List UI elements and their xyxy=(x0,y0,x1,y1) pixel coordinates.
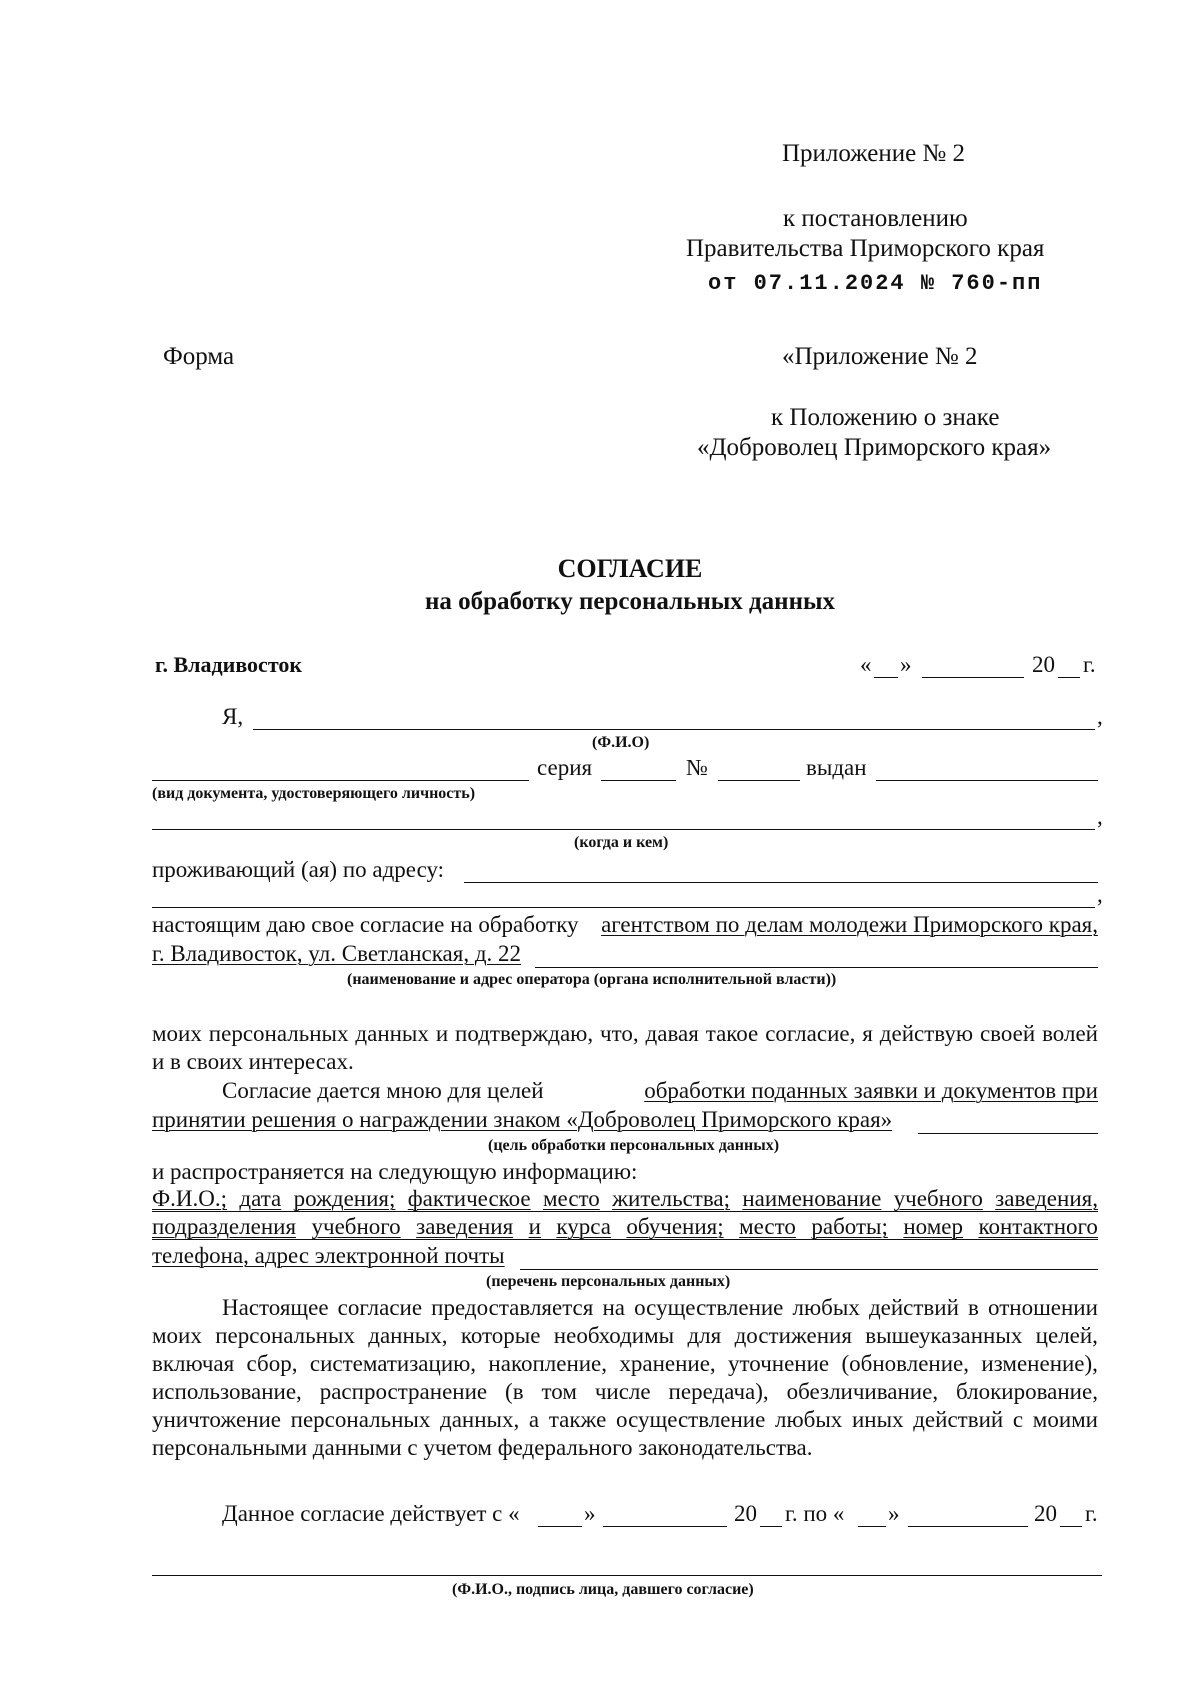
operator-caption: (наименование и адрес оператора (органа исполнительной власти)) xyxy=(347,971,837,988)
word: фактическое xyxy=(407,1186,531,1211)
validity-to: г. по « xyxy=(785,1501,845,1526)
government-name: Правительства Приморского края xyxy=(686,235,1045,262)
p2-line-1-text xyxy=(222,1294,1098,1322)
document-subtitle: на обработку персональных данных xyxy=(425,588,835,615)
document-type-caption: (вид документа, удостоверяющего личность) xyxy=(152,785,476,802)
word: Настоящее xyxy=(222,1295,329,1320)
fio-field[interactable] xyxy=(253,729,1095,730)
day-field[interactable] xyxy=(874,677,898,678)
word: учебного xyxy=(893,1186,983,1211)
document-type-field[interactable] xyxy=(152,780,529,781)
number-field[interactable] xyxy=(718,780,800,781)
word: хранение, xyxy=(619,1351,716,1376)
word: систематизацию, xyxy=(309,1351,477,1376)
word: необходимы xyxy=(553,1323,675,1348)
word: обучения; xyxy=(626,1214,724,1239)
address-field[interactable] xyxy=(464,882,1098,883)
valid-from-month-field[interactable] xyxy=(603,1526,727,1527)
validity-close-2: » xyxy=(888,1501,900,1526)
consent-prefix: настоящим даю свое согласие на обработку xyxy=(152,912,579,937)
valid-to-month-field[interactable] xyxy=(908,1526,1028,1527)
when-comma: , xyxy=(1097,804,1103,829)
word: я xyxy=(862,1021,873,1046)
p2-line-5 xyxy=(152,1406,1098,1434)
validity-year-1: 20 xyxy=(734,1501,757,1526)
info-line-2 xyxy=(152,1214,1098,1240)
info-line-3: телефона, адрес электронной почты xyxy=(152,1243,505,1268)
word: которые xyxy=(460,1323,541,1348)
info-line-1-text xyxy=(152,1186,1098,1212)
info-line-2-text xyxy=(152,1214,1098,1240)
p2-line-6: персональными данными с учетом федерального законодательства. xyxy=(152,1435,813,1460)
word: персональных xyxy=(290,1407,431,1432)
word: дата xyxy=(239,1186,282,1211)
word: согласие xyxy=(337,1295,423,1320)
word: персональных xyxy=(215,1323,355,1348)
word: том xyxy=(541,1379,577,1404)
word: персональных xyxy=(208,1021,349,1046)
p1-line-1-text xyxy=(152,1020,1098,1048)
p2-line-2 xyxy=(152,1322,1098,1350)
valid-from-day-field[interactable] xyxy=(538,1526,582,1527)
valid-to-year-field[interactable] xyxy=(1060,1526,1082,1527)
date-quote-close: » xyxy=(900,652,912,677)
when-caption: (когда и кем) xyxy=(574,834,669,851)
when-by-whom-field[interactable] xyxy=(152,829,1095,830)
word: подразделения xyxy=(152,1214,297,1239)
word: а xyxy=(528,1407,540,1432)
purpose-line-1 xyxy=(222,1077,1098,1105)
word: с xyxy=(1012,1407,1024,1432)
word: моих xyxy=(152,1021,202,1046)
valid-to-day-field[interactable] xyxy=(858,1526,886,1527)
p2-line-4 xyxy=(152,1378,1098,1406)
validity-end: г. xyxy=(1085,1501,1098,1526)
word: осуществление xyxy=(616,1407,766,1432)
series-field[interactable] xyxy=(601,780,676,781)
extends-to: и распространяется на следующую информацию: xyxy=(152,1159,638,1184)
year-prefix: 20 xyxy=(1032,652,1055,677)
word: подтверждаю, xyxy=(455,1021,594,1046)
word: контактного xyxy=(978,1214,1098,1239)
address-comma: , xyxy=(1097,882,1103,907)
word: место xyxy=(739,1214,796,1239)
word: согласие, xyxy=(765,1021,856,1046)
signature-field[interactable] xyxy=(152,1575,1102,1576)
purpose-text: обработки поданных заявки и документов при xyxy=(644,1078,1098,1103)
word: жительства; xyxy=(612,1186,730,1211)
word: данных, xyxy=(440,1407,520,1432)
word: накопление, xyxy=(488,1351,608,1376)
p2-line-4-text xyxy=(152,1378,1098,1406)
fio-caption: (Ф.И.О) xyxy=(592,734,650,751)
word: Ф.И.О.; xyxy=(152,1186,228,1211)
address-label: проживающий (ая) по адресу: xyxy=(152,857,445,882)
document-title: СОГЛАСИЕ xyxy=(557,554,703,583)
badge-name: «Доброволец Приморского края» xyxy=(697,434,1052,461)
word: (в xyxy=(505,1379,524,1404)
word: в xyxy=(968,1295,979,1320)
month-field[interactable] xyxy=(922,677,1024,678)
word: заведения xyxy=(416,1214,514,1239)
word: учебного xyxy=(311,1214,401,1239)
word: уточнение xyxy=(728,1351,830,1376)
word: любых xyxy=(792,1295,860,1320)
validity-close-1: » xyxy=(584,1501,596,1526)
word: целей, xyxy=(1035,1323,1098,1348)
series-label: серия xyxy=(537,755,593,780)
appendix-number-2: «Приложение № 2 xyxy=(782,343,978,370)
to-regulation: к Положению о знаке xyxy=(771,404,1000,431)
word: номер xyxy=(903,1214,963,1239)
word: любых xyxy=(774,1407,843,1432)
word: (обновление, xyxy=(841,1351,969,1376)
word: осуществление xyxy=(634,1295,784,1320)
issued-label: выдан xyxy=(806,755,867,780)
word: отношении xyxy=(988,1295,1098,1320)
p2-line-3 xyxy=(152,1350,1098,1378)
word: уничтожение xyxy=(152,1407,281,1432)
valid-from-year-field[interactable] xyxy=(760,1526,782,1527)
word: включая xyxy=(152,1351,235,1376)
number-label: № xyxy=(686,755,708,780)
ya-label: Я, xyxy=(222,704,244,729)
validity-year-2: 20 xyxy=(1034,1501,1057,1526)
word: волей xyxy=(1042,1021,1098,1046)
form-label: Форма xyxy=(163,343,235,370)
word: предоставляется xyxy=(431,1295,594,1320)
word: достижения xyxy=(734,1323,852,1348)
year-field[interactable] xyxy=(1058,677,1080,678)
address-field-2[interactable] xyxy=(152,907,1095,908)
word: действий xyxy=(868,1295,959,1320)
issued-field[interactable] xyxy=(876,780,1098,781)
word: обезличивание, xyxy=(786,1379,939,1404)
p2-line-3-text xyxy=(152,1350,1098,1378)
word: использование, xyxy=(152,1379,302,1404)
word: работы; xyxy=(811,1214,888,1239)
operator-name: агентством по делам молодежи Приморского края, xyxy=(601,912,1098,937)
word: моих xyxy=(152,1323,202,1348)
purpose-line-2: принятии решения о награждении знаком «Доброволец Приморского края» xyxy=(152,1107,893,1132)
word: числе xyxy=(594,1379,651,1404)
info-line-fill xyxy=(520,1269,1098,1270)
word: блокирование, xyxy=(956,1379,1098,1404)
word: заведения, xyxy=(995,1186,1098,1211)
word: на xyxy=(602,1295,625,1320)
purpose-prefix: Согласие дается мною для целей xyxy=(222,1078,544,1103)
word: моими xyxy=(1032,1407,1098,1432)
word: вышеуказанных xyxy=(865,1323,1023,1348)
city: г. Владивосток xyxy=(155,652,303,677)
word: действую xyxy=(879,1021,974,1046)
word: данных xyxy=(355,1021,429,1046)
to-resolution: к постановлению xyxy=(783,205,968,232)
appendix-number: Приложение № 2 xyxy=(782,140,966,167)
date-quote-open: « xyxy=(860,652,872,677)
word: и xyxy=(435,1021,449,1046)
word: давая xyxy=(645,1021,699,1046)
operator-address-line xyxy=(535,967,1098,968)
word: сбор, xyxy=(246,1351,298,1376)
purpose-caption: (цель обработки персональных данных) xyxy=(488,1137,780,1154)
purpose-line-fill xyxy=(918,1133,1098,1134)
p1-line-2: и в своих интересах. xyxy=(152,1049,354,1074)
validity-prefix: Данное согласие действует с « xyxy=(222,1501,520,1526)
p2-line-2-text xyxy=(152,1322,1098,1350)
word: для xyxy=(687,1323,722,1348)
word: что, xyxy=(600,1021,639,1046)
word: данных, xyxy=(368,1323,448,1348)
word: передача), xyxy=(668,1379,769,1404)
word: изменение), xyxy=(981,1351,1098,1376)
p2-line-5-text xyxy=(152,1406,1098,1434)
word: рождения; xyxy=(293,1186,396,1211)
p2-line-1 xyxy=(222,1294,1098,1322)
word: курса xyxy=(556,1214,611,1239)
operator-address: г. Владивосток, ул. Светланская, д. 22 xyxy=(152,941,522,966)
word: наименование xyxy=(742,1186,882,1211)
word: место xyxy=(543,1186,600,1211)
info-line-1 xyxy=(152,1186,1098,1212)
word: иных xyxy=(851,1407,904,1432)
p1-line-1 xyxy=(152,1020,1098,1048)
fio-comma: , xyxy=(1097,704,1103,729)
year-suffix: г. xyxy=(1083,652,1096,677)
word: своей xyxy=(979,1021,1036,1046)
operator-line-1 xyxy=(152,911,1098,939)
info-caption: (перечень персональных данных) xyxy=(486,1273,731,1290)
word: действий xyxy=(913,1407,1004,1432)
word: распространение xyxy=(319,1379,488,1404)
resolution-date-number: от 07.11.2024 № 760-пп xyxy=(708,271,1043,296)
signature-caption: (Ф.И.О., подпись лица, давшего согласие) xyxy=(452,1581,754,1598)
word: также xyxy=(548,1407,607,1432)
word: и xyxy=(528,1214,541,1239)
word: такое xyxy=(705,1021,759,1046)
